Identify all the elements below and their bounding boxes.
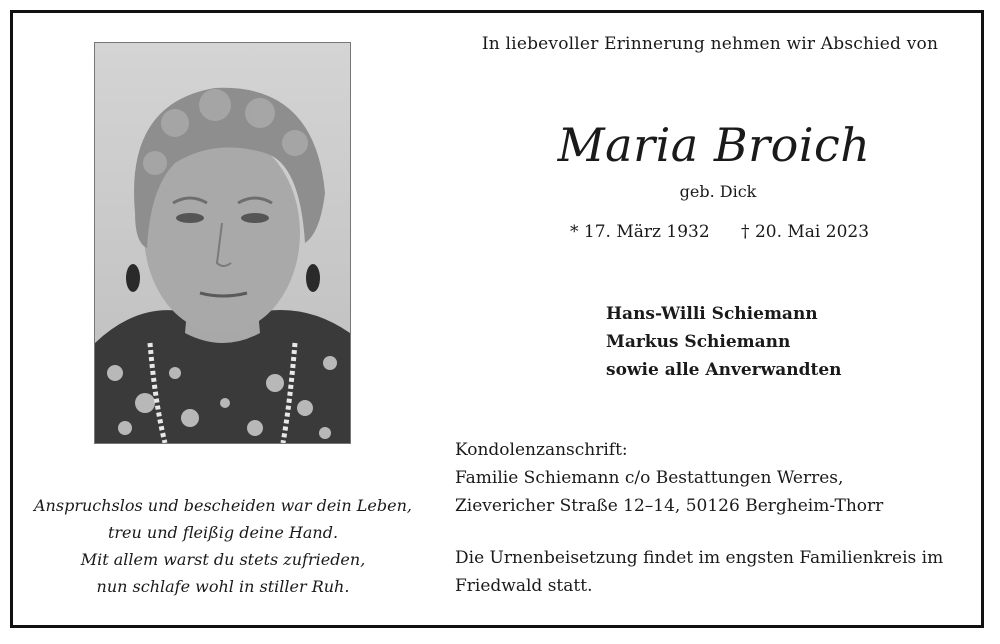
condolence-heading: Kondolenzanschrift: <box>455 440 628 460</box>
mourners-list <box>606 300 842 384</box>
poem-line: nun schlafe wohl in stiller Ruh. <box>96 577 350 596</box>
mourner: sowie alle Anverwandten <box>606 360 842 380</box>
condolence-line: Zievericher Straße 12–14, 50126 Bergheim-Thorr <box>455 496 884 516</box>
deceased-name: Maria Broich <box>557 118 871 172</box>
burial-notice <box>455 544 975 600</box>
maiden-name: geb. Dick <box>679 182 757 201</box>
poem-line: treu und fleißig deine Hand. <box>107 523 339 542</box>
memorial-poem <box>28 492 418 600</box>
life-dates <box>570 222 869 242</box>
mourner: Hans-Willi Schiemann <box>606 304 818 324</box>
poem-line: Mit allem warst du stets zufrieden, <box>80 550 366 569</box>
burial-line: Die Urnenbeisetzung findet im engsten Familienkreis im <box>455 548 944 568</box>
mourner: Markus Schiemann <box>606 332 791 352</box>
portrait-photo <box>94 42 351 444</box>
burial-line: Friedwald statt. <box>455 576 593 596</box>
condolence-line: Familie Schiemann c/o Bestattungen Werres, <box>455 468 844 488</box>
condolence-address <box>455 436 883 520</box>
death-date: † 20. Mai 2023 <box>741 222 870 242</box>
birth-date: * 17. März 1932 <box>570 222 710 242</box>
poem-line: Anspruchslos und bescheiden war dein Leben, <box>34 496 412 515</box>
intro-text: In liebevoller Erinnerung nehmen wir Abschied von <box>481 34 939 54</box>
